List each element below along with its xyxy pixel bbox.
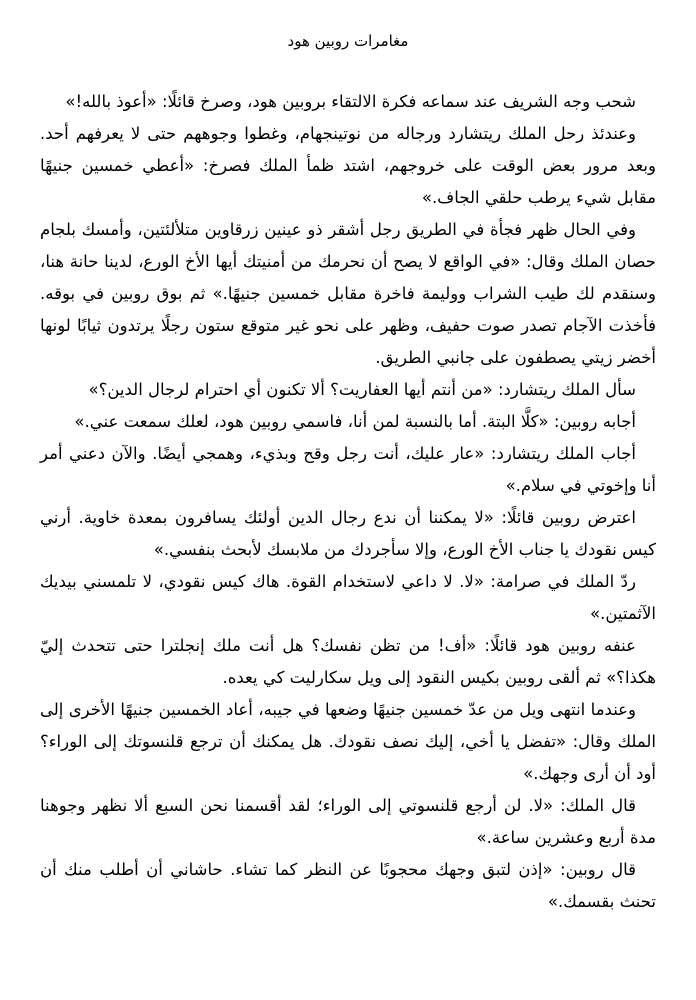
- paragraph: أجابه روبين: «كلَّا البتة. أما بالنسبة لمن أنا، فاسمي روبين هود، لعلك سمعت عني.»: [74, 412, 636, 431]
- paragraph: عنفه روبين هود قائلًا: «أف! من تظن نفسك؟ هل أنت ملك إنجلترا حتى تتحدث إليّ هكذا؟» ثم ألقى روبين بكيس النقود إلى ويل سكارليت كي يعده.: [40, 636, 656, 687]
- paragraph: قال الملك: «لا. لن أرجع قلنسوتي إلى الوراء؛ لقد أقسمنا نحن السبع ألا نظهر وجوهنا مدة أربع وعشرين ساعة.»: [40, 796, 656, 847]
- paragraph: وعندئذ رحل الملك ريتشارد ورجاله من نوتينجهام، وغطوا وجوههم حتى لا يعرفهم أحد. وبعد مرور بعض الوقت على خروجهم، اشتد ظمأ الملك فصرخ: «أعطي خمسين جنيهًا مقابل شيء يرطب حلقي الجاف.»: [40, 124, 656, 207]
- paragraph: أجاب الملك ريتشارد: «عار عليك، أنت رجل وقح وبذيء، وهمجي أيضًا. والآن دعني أمر أنا وإخوتي في سلام.»: [40, 444, 656, 495]
- paragraph: شحب وجه الشريف عند سماعه فكرة الالتقاء بروبين هود، وصرخ قائلًا: «أعوذ بالله!»: [65, 92, 636, 111]
- paragraph: قال روبين: «إذن لتبق وجهك محجوبًا عن النظر كما تشاء. حاشاني أن أطلب منك أن تحنث بقسمك.»: [40, 860, 656, 911]
- paragraph: وعندما انتهى ويل من عدّ خمسين جنيهًا وضعها في جيبه، أعاد الخمسين جنيهًا الأخرى إلى الملك وقال: «تفضل يا أخي، إليك نصف نقودك. هل يمكنك أن ترجع قلنسوتك إلى الوراء؟ أود أن أرى وجهك.»: [40, 700, 656, 783]
- paragraph: اعترض روبين قائلًا: «لا يمكننا أن ندع رجال الدين أولئك يسافرون بمعدة خاوية. أرني كيس نقودك يا جناب الأخ الورع، وإلا سأجردك من ملابسك لأبحث بنفسي.»: [40, 508, 656, 559]
- paragraph: ردّ الملك في صرامة: «لا. لا داعي لاستخدام القوة. هاك كيس نقودي، لا تلمسني بيديك الآثمتين.»: [40, 572, 656, 623]
- page-title: مغامرات روبين هود: [287, 32, 409, 50]
- paragraph: سأل الملك ريتشارد: «من أنتم أيها العفاريت؟ ألا تكنون أي احترام لرجال الدين؟»: [88, 380, 636, 399]
- paragraph: وفي الحال ظهر فجأة في الطريق رجل أشقر ذو عينين زرقاوين متلألئتين، وأمسك بلجام حصان الملك وقال: «في الواقع لا يصح أن نحرمك من أمنيتك أيها الأخ الورع، لدينا حانة هنا، وسنقدم لك طيب الشراب ووليمة فاخرة مقابل خمسين جنيهًا.» ثم بوق روبين في بوقه. فأخذت الآجام تصدر صوت حفيف، وظهر على نحو غير متوقع ستون رجلًا يرتدون ثيابًا لونها أخضر زيتي يصطفون على جانبي الطريق.: [40, 220, 656, 367]
- document-body: [40, 86, 656, 918]
